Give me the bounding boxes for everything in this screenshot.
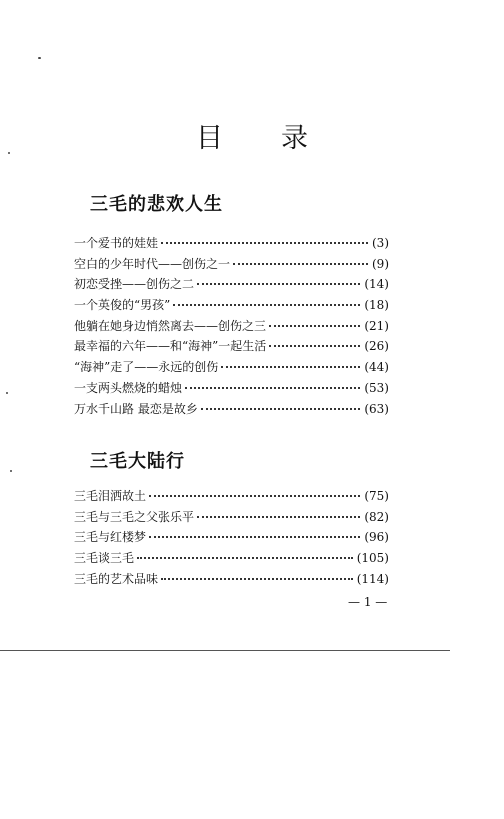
page-number: — 1 —	[348, 595, 388, 609]
scan-speck	[8, 152, 10, 154]
toc-entry[interactable]	[74, 507, 389, 528]
toc-entry-title: 三毛泪洒故土	[74, 489, 147, 503]
scan-speck	[10, 470, 12, 472]
dot-leader	[269, 345, 360, 347]
toc-entry[interactable]	[74, 254, 389, 275]
toc-entry-title: 一个英俊的“男孩”	[74, 298, 171, 313]
toc-entry-page: (44)	[364, 360, 389, 375]
dot-leader	[197, 516, 360, 518]
toc-entry-page: (3)	[372, 236, 389, 250]
toc-entry-page: (63)	[364, 401, 389, 416]
dot-leader	[161, 242, 368, 244]
toc-entry-page: (114)	[356, 571, 389, 586]
page-title: 目录	[196, 123, 366, 154]
toc-entry[interactable]	[74, 548, 389, 569]
toc-entry-page: (21)	[364, 318, 389, 333]
toc-entry-title: 他躺在她身边悄然离去——创伤之三	[74, 318, 267, 333]
toc-entry-page: (105)	[356, 551, 389, 566]
toc-entry[interactable]	[74, 399, 389, 420]
toc-entry-title: 三毛与红楼梦	[74, 530, 147, 545]
toc-entry[interactable]	[74, 295, 389, 316]
toc-entry[interactable]	[74, 357, 389, 378]
toc-entry[interactable]	[74, 336, 389, 357]
dot-leader	[197, 283, 360, 285]
toc-entry-page: (14)	[364, 277, 389, 292]
toc-entry-title: 初恋受挫——创伤之二	[74, 277, 195, 292]
toc-entry[interactable]	[74, 527, 389, 548]
dot-leader	[201, 408, 361, 410]
toc-entry-title: 三毛的艺术品味	[74, 571, 159, 586]
dot-leader	[149, 536, 360, 538]
toc-entry-title: 万水千山路 最恋是故乡	[74, 401, 198, 416]
scan-edge-line	[0, 650, 450, 651]
toc-entry-title: 一支两头燃烧的蜡烛	[74, 380, 183, 395]
dot-leader	[161, 578, 353, 580]
dot-leader	[137, 557, 353, 559]
toc-list	[74, 233, 389, 419]
toc-entry-title: 空白的少年时代——创伤之一	[74, 256, 231, 271]
toc-entry-page: (82)	[364, 509, 389, 524]
scan-speck	[38, 57, 41, 59]
dot-leader	[233, 263, 368, 265]
toc-entry[interactable]	[74, 316, 389, 337]
toc-entry[interactable]	[74, 274, 389, 295]
toc-entry-page: (18)	[364, 298, 389, 313]
scan-speck	[6, 392, 8, 394]
dot-leader	[173, 304, 360, 306]
dot-leader	[149, 495, 360, 497]
toc-entry-title: 三毛谈三毛	[74, 551, 135, 566]
toc-entry-title: 一个爱书的娃娃	[74, 236, 159, 250]
toc-entry-title: 三毛与三毛之父张乐平	[74, 509, 195, 524]
toc-entry-page: (75)	[364, 489, 389, 503]
section-heading: 三毛大陆行	[90, 451, 185, 472]
dot-leader	[269, 325, 360, 327]
toc-entry-title: “海神”走了——永远的创伤	[74, 360, 219, 375]
toc-entry[interactable]	[74, 486, 389, 507]
toc-entry[interactable]	[74, 569, 389, 590]
toc-entry-page: (53)	[364, 380, 389, 395]
toc-entry-page: (26)	[364, 339, 389, 354]
dot-leader	[221, 366, 360, 368]
toc-entry-page: (96)	[364, 530, 389, 545]
section-heading: 三毛的悲欢人生	[90, 194, 223, 215]
dot-leader	[185, 387, 360, 389]
toc-entry-page: (9)	[372, 256, 389, 271]
toc-entry[interactable]	[74, 378, 389, 399]
toc-list	[74, 486, 389, 589]
toc-entry-title: 最幸福的六年——和“海神”一起生活	[74, 339, 267, 354]
toc-entry[interactable]	[74, 233, 389, 254]
